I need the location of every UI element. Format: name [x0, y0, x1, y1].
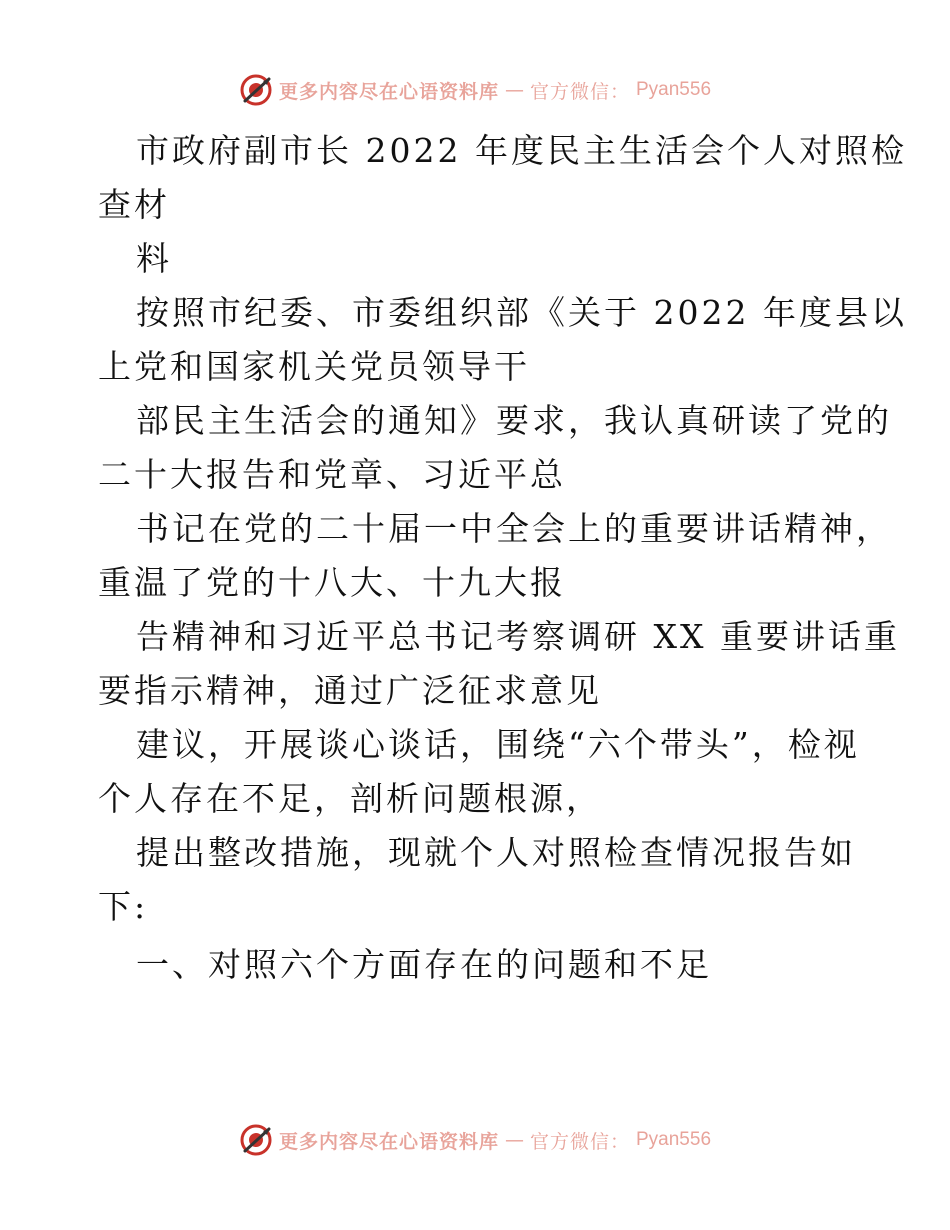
document-text-line: 下: [98, 887, 149, 926]
section-heading: 一、对照六个方面存在的问题和不足 [136, 945, 712, 984]
watermark-wechat-id: Pyan556 [636, 79, 712, 100]
header-watermark [0, 70, 950, 110]
document-text-line: 个人存在不足，剖析问题根源， [98, 779, 602, 818]
document-text-line: 书记在党的二十届一中全会上的重要讲话精神， [136, 509, 892, 548]
document-body [98, 124, 907, 992]
footer-watermark [0, 1120, 950, 1160]
watermark-brand-text: 更多内容尽在心语资料库 [278, 80, 499, 103]
document-title-line-1: 市政府副市长 2022 年度民主生活会个人对照检 [136, 131, 907, 170]
document-text-line: 建议，开展谈心谈话，围绕“六个带头”，检视 [136, 725, 860, 764]
watermark-brand-text: 更多内容尽在心语资料库 [278, 1130, 499, 1153]
document-title-line-3: 料 [136, 239, 172, 278]
document-title-line-2: 查材 [98, 185, 170, 224]
document-text-line: 上党和国家机关党员领导干 [98, 347, 530, 386]
watermark-wechat-id: Pyan556 [636, 1129, 712, 1150]
brand-logo-icon [239, 73, 273, 107]
document-text-line: 按照市纪委、市委组织部《关于 2022 年度县以 [136, 293, 907, 332]
document-text-line: 二十大报告和党章、习近平总 [98, 455, 566, 494]
document-text-line: 重温了党的十八大、十九大报 [98, 563, 566, 602]
watermark-wechat-label: 官方微信： [529, 80, 630, 103]
document-text-line: 部民主生活会的通知》要求，我认真研读了党的 [136, 401, 892, 440]
watermark-dash: — [504, 1129, 524, 1151]
document-text-line: 要指示精神，通过广泛征求意见 [98, 671, 602, 710]
watermark-wechat-label: 官方微信： [529, 1130, 630, 1153]
brand-logo-icon [239, 1123, 273, 1157]
document-text-line: 告精神和习近平总书记考察调研 XX 重要讲话重 [136, 617, 900, 656]
document-text-line: 提出整改措施，现就个人对照检查情况报告如 [136, 833, 856, 872]
watermark-dash: — [504, 79, 524, 101]
